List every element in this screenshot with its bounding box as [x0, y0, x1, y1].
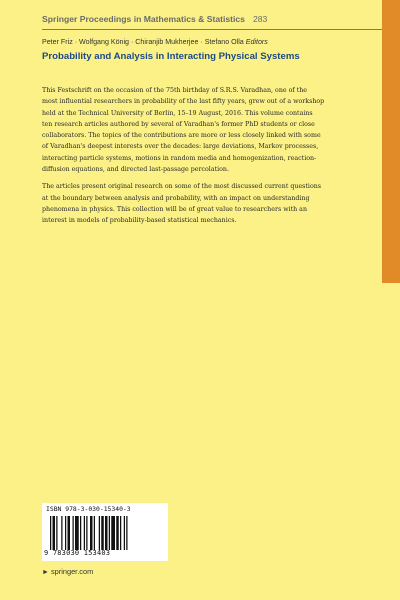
series-number: 283: [252, 14, 268, 24]
barcode-bars: [50, 516, 162, 550]
text-line: at the boundary between analysis and probability, with an impact on understanding: [42, 194, 310, 202]
book-title: Probability and Analysis in Interacting Physical Systems: [42, 51, 300, 62]
series-title: [42, 14, 267, 24]
text-line: interest in models of probability-based statistical mechanics.: [42, 217, 237, 225]
barcode-bar: [61, 516, 62, 550]
barcode-bar: [90, 516, 93, 550]
editor-names: Peter Friz · Wolfgang König · Chiranjib Mukherjee · Stefano Olla: [42, 38, 244, 46]
barcode-bar: [116, 516, 119, 550]
barcode-bar: [94, 516, 95, 550]
barcode-bar: [101, 516, 104, 550]
barcode-bar: [68, 516, 71, 550]
barcode-bar: [75, 516, 79, 550]
top-divider: [42, 29, 382, 30]
blurb-paragraph-1: [42, 85, 364, 175]
publisher-url: springer.com: [50, 567, 94, 576]
text-line: held at the Technical University of Berlin, 15–19 August, 2016. This volume contains: [42, 109, 313, 117]
barcode-bar: [84, 516, 85, 550]
barcode-bar: [80, 516, 81, 550]
editors-line: [42, 38, 268, 46]
barcode-bar: [120, 516, 121, 550]
blurb-text: [42, 85, 364, 233]
editors-role: Editors: [245, 38, 268, 46]
barcode-bar: [86, 516, 87, 550]
text-line: This Festschrift on the occasion of the 75th birthday of S.R.S. Varadhan, one of the: [42, 87, 308, 94]
text-line: collaborators. The topics of the contributions are more or less closely linked with some: [42, 132, 321, 140]
text-line: phenomena in physics. This collection will be of great value to researchers with an: [42, 205, 307, 213]
text-line: of Varadhan's deepest interests over the decades: large deviations, Markov processes,: [42, 143, 319, 151]
blurb-paragraph-2: [42, 181, 364, 226]
text-line: diffusion equations, and directed last-passage percolation.: [42, 166, 229, 174]
text-line: interacting particle systems, motions in random media and homogenization, reaction-: [42, 154, 317, 162]
text-line: The articles present original research on some of the most discussed current questions: [42, 183, 322, 191]
series-name: Springer Proceedings in Mathematics & Statistics: [42, 14, 245, 24]
barcode-bar: [111, 516, 115, 550]
barcode-bar: [109, 516, 110, 550]
orange-accent-tab: [382, 0, 400, 283]
text-line: most influential researchers in probability of the last fifty years, grew out of a workshop: [42, 98, 325, 106]
barcode-bar: [126, 516, 127, 550]
barcode-digits: 9 783030 153403: [44, 549, 111, 557]
barcode-bar: [124, 516, 125, 550]
barcode-bar: [73, 516, 74, 550]
barcode-bar: [99, 516, 100, 550]
barcode-bar: [50, 516, 51, 550]
barcode-bar: [56, 516, 57, 550]
arrow-icon: ►: [42, 569, 49, 576]
isbn-label: ISBN 978-3-030-15340-3: [46, 505, 131, 513]
text-line: ten research articles authored by several of Varadhan's former PhD students or close: [42, 120, 315, 128]
barcode-bar: [53, 516, 56, 550]
barcode-bar: [105, 516, 108, 550]
barcode-bar: [65, 516, 66, 550]
publisher-link[interactable]: [42, 567, 93, 576]
